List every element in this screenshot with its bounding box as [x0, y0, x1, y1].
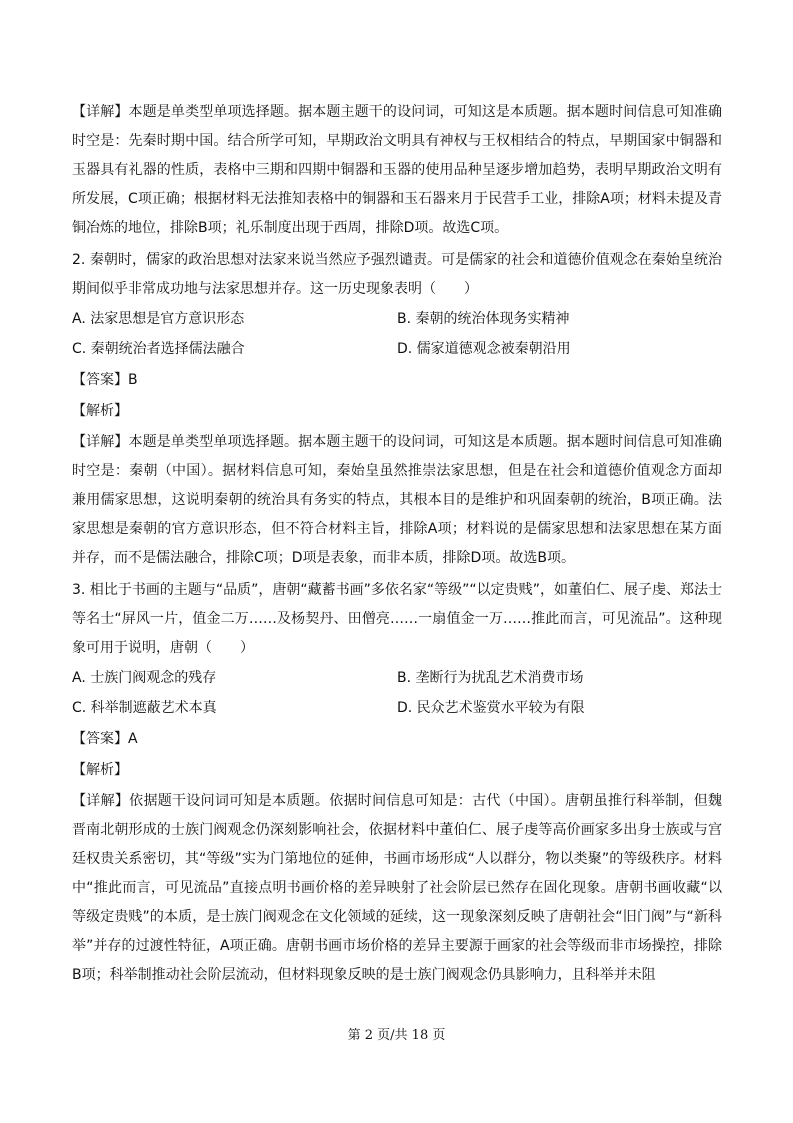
q2-stem: 2. 秦朝时，儒家的政治思想对法家来说当然应予强烈谴责。可是儒家的社会和道德价值观念在秦始皇统治期间似乎非常成功地与法家思想并存。这一历史现象表明（ ）: [72, 252, 722, 297]
q3-option-d: D. 民众艺术鉴赏水平较为有限: [397, 700, 585, 716]
q3-option-b: B. 垄断行为扰乱艺术消费市场: [397, 670, 584, 686]
q2-analysis-label: 【解析】: [72, 403, 128, 419]
q2-option-a: A. 法家思想是官方意识形态: [72, 311, 245, 327]
q2-option-c: C. 秦朝统治者选择儒法融合: [72, 341, 245, 357]
q2-answer: 【答案】B: [72, 372, 138, 388]
q3-options: [72, 663, 722, 723]
q2-option-b: B. 秦朝的统治体现务实精神: [397, 311, 570, 327]
document-body: [72, 98, 722, 990]
page-number-footer: 第 2 页/共 18 页: [347, 1028, 446, 1043]
q3-analysis-label: 【解析】: [72, 762, 128, 778]
q3-stem: 3. 相比于书画的主题与“品质”，唐朝“藏蓄书画”多依名家“等级”“以定贵贱”，如董伯仁、展子虔、郑法士等名士“屏风一片，值金二万……及杨契丹、田僧亮……一扇值金一万……推此而言，可见流品”。这种现象可用于说明，唐朝（ ）: [72, 582, 722, 656]
q2-options: [72, 304, 722, 364]
q2-option-d: D. 儒家道德观念被秦朝沿用: [397, 341, 571, 357]
q3-option-c: C. 科举制遮蔽艺术本真: [72, 700, 217, 716]
q1-detail: 【详解】本题是单类型单项选择题。据本题主题干的设问词，可知这是本质题。据本题时间信息可知准确时空是：先秦时期中国。结合所学可知，早期政治文明具有神权与王权相结合的特点，早期国家中铜器和玉器具有礼器的性质，表格中三期和四期中铜器和玉器的使用品种呈逐步增加趋势，表明早期政治文明有所发展，C项正确；根据材料无法推知表格中的铜器和玉石器来月于民营手工业，排除A项；材料未提及青铜冶炼的地位，排除B项；礼乐制度出现于西周，排除D项。故选C项。: [72, 104, 722, 236]
q3-answer: 【答案】A: [72, 731, 138, 747]
q2-detail: 【详解】本题是单类型单项选择题。据本题主题干的设问词，可知这是本质题。据本题时间信息可知准确时空是：秦朝（中国）。据材料信息可知，秦始皇虽然推崇法家思想，但是在社会和道德价值观念方面却兼用儒家思想，这说明秦朝的统治具有务实的特点，其根本目的是维护和巩固秦朝的统治，B项正确。法家思想是秦朝的官方意识形态，但不符合材料主旨，排除A项；材料说的是儒家思想和法家思想在某方面并存，而不是儒法融合，排除C项；D项是表象，而非本质，排除D项。故选B项。: [72, 434, 722, 566]
q3-detail: 【详解】依据题干设问词可知是本质题。依据时间信息可知是：古代（中国）。唐朝虽推行科举制，但魏晋南北朝形成的士族门阀观念仍深刻影响社会，依据材料中董伯仁、展子虔等高价画家多出身士族或与宫廷权贵关系密切，其“等级”实为门第地位的延伸，书画市场形成“人以群分，物以类聚”的等级秩序。材料中“推此而言，可见流品”直接点明书画价格的差异映射了社会阶层已然存在固化现象。唐朝书画收藏“以等级定贵贱”的本质，是士族门阀观念在文化领域的延续，这一现象深刻反映了唐朝社会“旧门阀”与“新科举”并存的过渡性特征，A项正确。唐朝书画市场价格的差异主要源于画家的社会等级而非市场操控，排除B项；科举制推动社会阶层流动，但材料现象反映的是士族门阀观念仍具影响力，且科举并未阻: [72, 793, 722, 983]
q3-option-a: A. 士族门阀观念的残存: [72, 670, 217, 686]
